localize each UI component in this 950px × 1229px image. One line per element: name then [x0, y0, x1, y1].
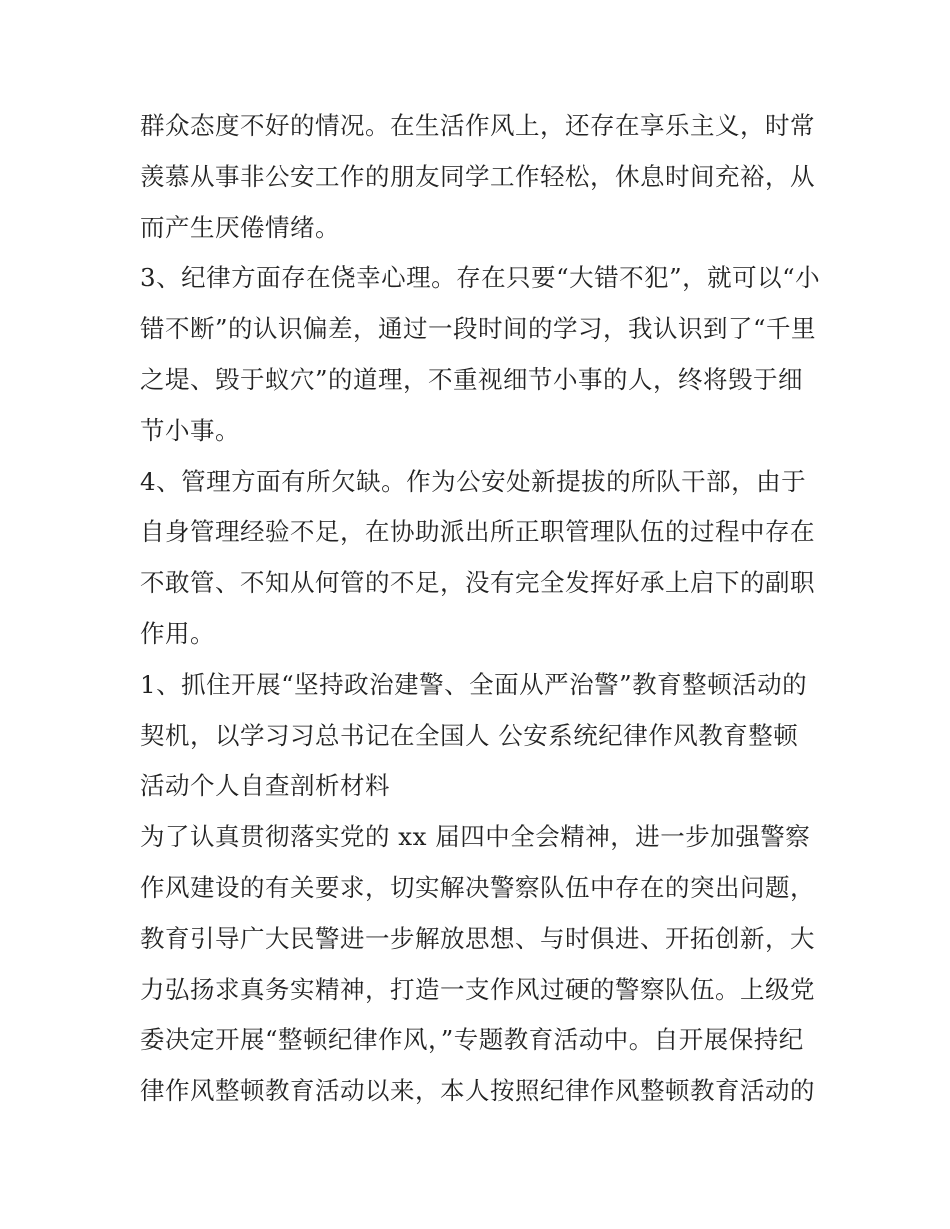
text-line: 群众态度不好的情况。在生活作风上，还存在享乐主义，时常 — [140, 111, 815, 140]
text-line: 之堤、毁于蚁穴”的道理，不重视细节小事的人，终将毁于细 — [140, 364, 804, 394]
text-line: 活动个人自查剖析材料 — [140, 771, 390, 801]
text-line: 不敢管、不知从何管的不足，没有完全发挥好承上启下的副职 — [140, 568, 815, 598]
text-line: 4、管理方面有所欠缺。作为公安处新提拔的所队干部，由于 — [140, 466, 807, 496]
body-text — [140, 101, 820, 1117]
text-line: 契机，以学习习总书记在全国人 公安系统纪律作风教育整顿 — [140, 720, 799, 750]
text-line: 节小事。 — [140, 415, 240, 445]
text-line: 羡慕从事非公安工作的朋友同学工作轻松，休息时间充裕，从 — [140, 161, 815, 191]
text-line: 委决定开展“整顿纪律作风，”专题教育活动中。自开展保持纪 — [140, 1025, 804, 1055]
text-line: 1、抓住开展“坚持政治建警、全面从严治警”教育整顿活动的 — [140, 669, 808, 699]
text-line: 力弘扬求真务实精神，打造一支作风过硬的警察队伍。上级党 — [140, 974, 815, 1004]
text-line: 3、纪律方面存在侥幸心理。存在只要“大错不犯”，就可以“小 — [140, 263, 821, 293]
text-line: 作风建设的有关要求，切实解决警察队伍中存在的突出问题， — [140, 872, 815, 902]
text-line: 律作风整顿教育活动以来，本人按照纪律作风整顿教育活动的 — [140, 1076, 815, 1106]
text-line: 教育引导广大民警进一步解放思想、与时俱进、开拓创新，大 — [140, 923, 815, 953]
text-line: 为了认真贯彻落实党的 xx 届四中全会精神，进一步加强警察 — [140, 822, 811, 852]
text-line: 而产生厌倦情绪。 — [140, 212, 340, 242]
text-line: 自身管理经验不足，在协助派出所正职管理队伍的过程中存在 — [140, 517, 815, 547]
text-line: 错不断”的认识偏差，通过一段时间的学习，我认识到了“千里 — [140, 314, 817, 344]
text-line: 作用。 — [140, 618, 215, 648]
